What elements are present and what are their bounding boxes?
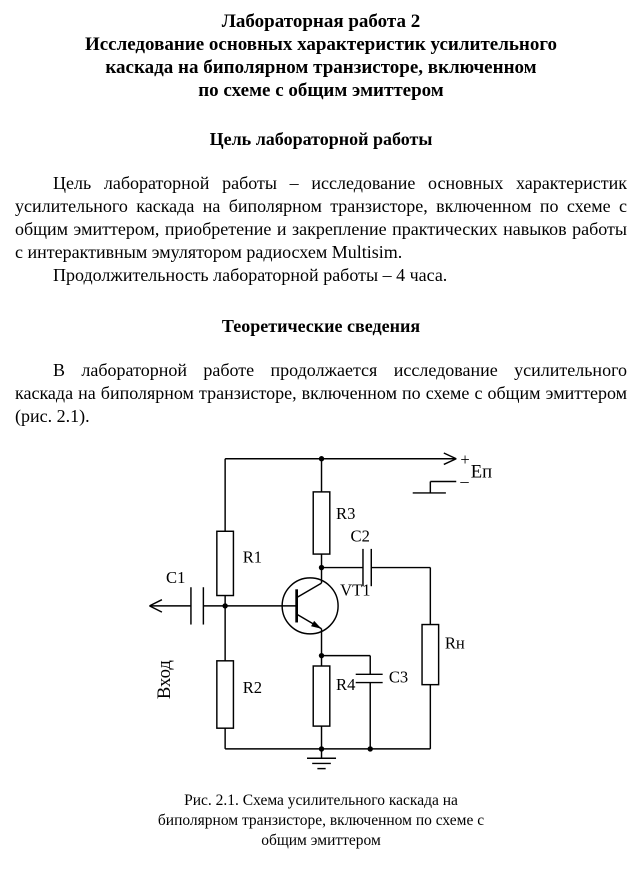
circuit-wires xyxy=(149,459,456,749)
resistor-r2 xyxy=(217,661,262,728)
title-line-2: Исследование основных характеристик усилительного xyxy=(84,34,558,55)
resistor-r3-label: R3 xyxy=(336,503,356,523)
ground-icon xyxy=(307,749,336,769)
resistor-r4 xyxy=(313,666,356,726)
resistor-r2-label: R2 xyxy=(242,677,263,697)
circuit-figure xyxy=(15,438,627,851)
supply-voltage-label: Еп xyxy=(470,461,493,483)
title-line-3: каскада на биполярном транзисторе, включенном xyxy=(105,57,537,78)
section-heading-theory: Теоретические сведения xyxy=(221,316,421,336)
paragraph-theory: В лабораторной работе продолжается исследование усилительного каскада на биполярном транзисторе, включенном по схеме с общим эмиттером (рис. 2.1). xyxy=(15,360,627,426)
capacitor-c1-label: C1 xyxy=(166,568,186,588)
input-label: Вход xyxy=(154,660,176,700)
plus-terminal-label: + xyxy=(460,449,470,469)
load-resistor-rn xyxy=(422,625,465,685)
capacitor-c3-label: C3 xyxy=(388,667,409,687)
resistor-r1 xyxy=(217,531,262,595)
title-line-1: Лабораторная работа 2 xyxy=(221,11,421,32)
transistor-vt1 xyxy=(282,578,370,634)
resistor-r3 xyxy=(313,492,355,554)
capacitor-c1 xyxy=(166,568,203,624)
capacitor-c2-label: C2 xyxy=(350,526,370,546)
minus-terminal-label: – xyxy=(460,471,469,491)
paragraph-duration: Продолжительность лабораторной работы – 4 часа. xyxy=(53,265,448,285)
resistor-r1-label: R1 xyxy=(242,547,263,567)
circuit-diagram xyxy=(137,438,505,780)
transistor-vt1-label: VT1 xyxy=(340,580,371,600)
load-resistor-rn-label: Rн xyxy=(444,633,465,653)
emitter-arrow-icon xyxy=(311,621,321,629)
document-title xyxy=(15,10,627,102)
paragraph-goal: Цель лабораторной работы – исследование основных характеристик усилительного каскада на биполярном транзисторе, включенном по схеме с общим эмиттером, приобретение и закрепление практических навыков работы с интерактивным эмулятором радиосхем Multisim. xyxy=(15,173,627,262)
section-heading-purpose: Цель лабораторной работы xyxy=(209,129,433,149)
capacitor-c3 xyxy=(356,668,409,687)
resistor-r4-label: R4 xyxy=(336,674,356,694)
capacitor-c2 xyxy=(351,527,372,587)
title-line-4: по схеме с общим эмиттером xyxy=(198,80,444,101)
figure-caption: Рис. 2.1. Схема усилительного каскада на биполярном транзисторе, включенном по схеме с общим эмиттером xyxy=(157,792,485,849)
power-supply-terminal xyxy=(413,450,492,493)
